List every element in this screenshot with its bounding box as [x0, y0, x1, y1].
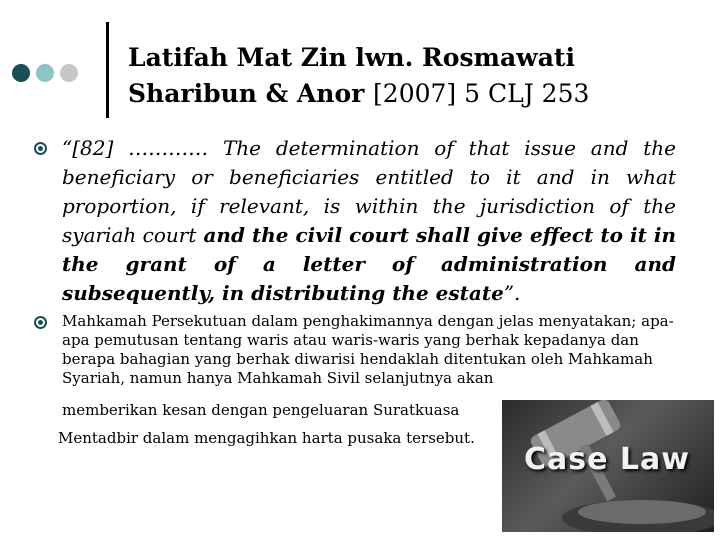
quote-italic: “[82] ………… The determination of that issue and the beneficiary or beneficiaries entitled to it and in what proportion, if relevant, is within the jurisdiction of the syariah court [62, 136, 676, 247]
title-parties: Sharibun & Anor [128, 79, 365, 108]
para-tail-line-1: memberikan kesan dengan pengeluaran Suratkuasa [62, 401, 460, 419]
para-line: apa pemutusan tentang waris atau waris-waris yang berhak kepadanya dan [62, 331, 639, 349]
quote-end: ”. [503, 281, 521, 305]
bullet-icon [34, 142, 47, 155]
explanation-paragraph [62, 312, 678, 388]
para-line: Syariah, namun hanya Mahkamah Sivil selanjutnya akan [62, 369, 494, 387]
dot-grey [60, 64, 78, 82]
para-line: Mahkamah Persekutuan dalam penghakimannya dengan jelas menyatakan; apa- [62, 312, 674, 330]
title-divider [106, 22, 109, 118]
dot-light [36, 64, 54, 82]
case-law-image [502, 400, 714, 532]
case-law-label: Case Law [524, 442, 690, 477]
bullet-icon [34, 316, 47, 329]
para-line: berapa bahagian yang berhak diwarisi hendaklah ditentukan oleh Mahkamah [62, 350, 653, 368]
para-tail-line-2: Mentadbir dalam mengagihkan harta pusaka tersebut. [58, 429, 475, 447]
dot-dark [12, 64, 30, 82]
title-citation: [2007] 5 CLJ 253 [373, 79, 590, 108]
title-line-1: Latifah Mat Zin lwn. Rosmawati [128, 43, 575, 72]
title-line-2 [128, 76, 708, 112]
slide-title [128, 40, 708, 112]
quote-bold: and the civil court shall give effect to it in the grant of a letter of administration and subsequently, in distributing the estate [62, 223, 677, 305]
decorative-dots [12, 64, 78, 82]
judgment-quote [62, 134, 676, 308]
